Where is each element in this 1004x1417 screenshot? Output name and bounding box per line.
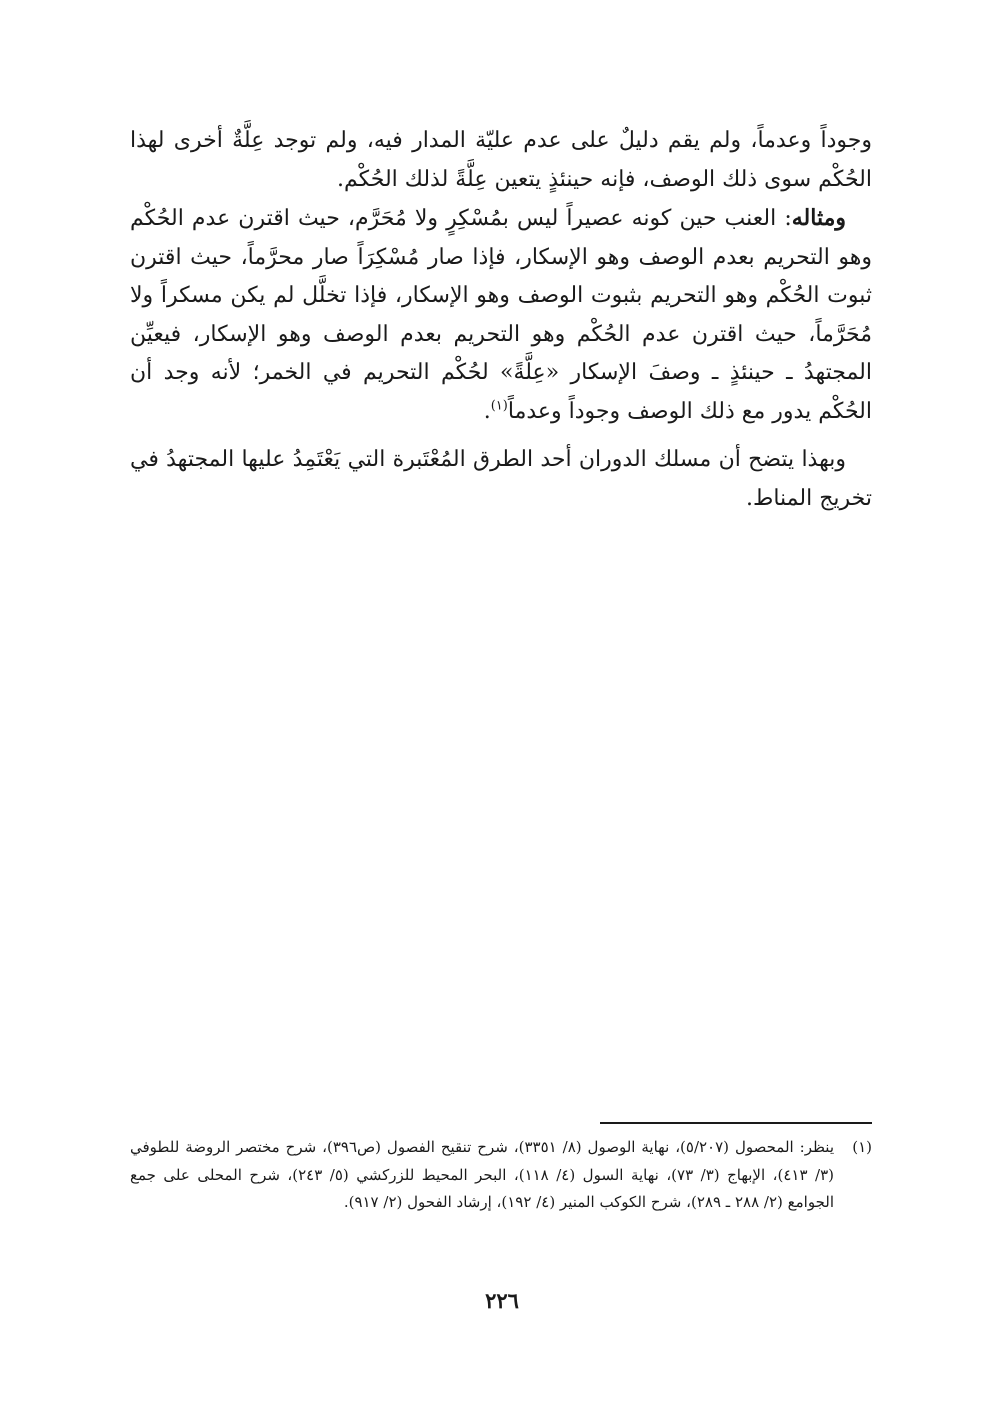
paragraph-3	[130, 441, 872, 518]
footnote-reference[interactable]: (١)	[490, 398, 508, 414]
paragraph-3-text: وبهذا يتضح أن مسلك الدوران أحد الطرق المُعْتَبرة التي يَعْتَمِدُ عليها المجتهدُ في تخريج المناط.	[130, 447, 872, 511]
footnote-item	[130, 1134, 872, 1217]
main-text	[130, 122, 872, 518]
footnote-number: (١)	[852, 1138, 872, 1156]
paragraph-1-text: وجوداً وعدماً، ولم يقم دليلٌ على عدم عليّة المدار فيه، ولم توجد عِلَّةٌ أخرى لهذا الحُكْم سوى ذلك الوصف، فإنه حينئذٍ يتعين عِلَّةً لذلك الحُكْم.	[130, 128, 872, 192]
footnote-text: ينظر: المحصول (٥/٢٠٧)، نهاية الوصول (٨/ ٣٣٥١)، شرح تنقيح الفصول (ص٣٩٦)، شرح مختصر الروضة للطوفي (٣/ ٤١٣)، الإبهاج (٣/ ٧٣)، نهاية السول (٤/ ١١٨)، البحر المحيط للزركشي (٥/ ٢٤٣)، شرح المحلى على جمع الجوامع (٢/ ٢٨٨ ـ ٢٨٩)، شرح الكوكب المنير (٤/ ١٩٢)، إرشاد الفحول (٢/ ٩١٧).	[130, 1138, 834, 1211]
paragraph-2	[130, 199, 872, 431]
footnote-separator	[600, 1122, 872, 1124]
paragraph-2-end: .	[483, 398, 491, 424]
paragraph-2-text: : العنب حين كونه عصيراً ليس بمُسْكِرٍ ولا مُحَرَّم، حيث اقترن عدم الحُكْم وهو التحريم بعدم الوصف وهو الإسكار، فإذا صار مُسْكِرَاً صار محرَّماً، حيث اقترن ثبوت الحُكْم وهو التحريم بثبوت الوصف وهو الإسكار، فإذا تخلَّل لم يكن مسكراً ولا مُحَرَّماً، حيث اقترن عدم الحُكْم وهو التحريم بعدم الوصف وهو الإسكار، فيعيِّن المجتهدُ ـ حينئذٍ ـ وصفَ الإسكار «عِلَّةً» لحُكْم التحريم في الخمر؛ لأنه وجد أن الحُكْم يدور مع ذلك الوصف وجوداً وعدماً	[130, 206, 872, 424]
example-term: ومثاله	[791, 205, 846, 231]
footnotes	[130, 1134, 872, 1217]
paragraph-1	[130, 122, 872, 199]
page-number: ٢٢٦	[485, 1288, 519, 1313]
